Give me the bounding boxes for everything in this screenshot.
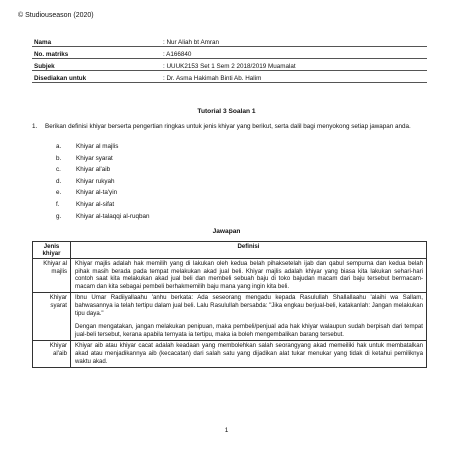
info-value: : A166840 bbox=[161, 47, 427, 59]
option-label: Khiyar syarat bbox=[76, 154, 113, 162]
student-info-table bbox=[32, 35, 427, 83]
option-label: Khiyar al-talaqqi al-ruqban bbox=[76, 212, 150, 220]
header-definisi: Definisi bbox=[71, 242, 427, 259]
term-cell: Khiyar al'aib bbox=[33, 341, 71, 368]
info-row-disediakan bbox=[32, 71, 427, 83]
info-label: Subjek bbox=[32, 59, 161, 71]
page-number: 1 bbox=[224, 427, 229, 434]
answer-table bbox=[32, 241, 427, 368]
definition-paragraph: Khiyar majlis adalah hak memilih yang di lakukan oleh kedua belah pihaksetelah ijab dan qabul sempurna dan kedua belah pihak masih berada pada tempat melakukan akad jual beli. Khiyar majlis adalah khiyar yang biasa kita lakukan sehari-hari contoh saat kita melakukan akad jual beli dan membeli sebuah baju di toko bajudan macam dari baju tersebut bermacam-macam dan kita sebagai pembeli berhakmemilih baju mana yang ingin kita beli. bbox=[75, 260, 423, 290]
option-letter: a. bbox=[56, 143, 62, 150]
option-letter: b. bbox=[56, 154, 62, 162]
info-value: : Dr. Asma Hakimah Binti Ab. Halim bbox=[161, 71, 427, 83]
option-label: Khiyar al majlis bbox=[76, 143, 119, 150]
question-number: 1. bbox=[32, 123, 38, 130]
table-row bbox=[33, 341, 427, 368]
option-label: Khiyar rukyah bbox=[76, 177, 115, 185]
option-letter: g. bbox=[56, 212, 62, 220]
info-value: : UUUK2153 Set 1 Sem 2 2018/2019 Muamalat bbox=[161, 59, 427, 71]
table-row bbox=[33, 293, 427, 341]
definition-cell bbox=[71, 341, 427, 368]
header-jenis-khiyar: Jenis khiyar bbox=[33, 242, 71, 259]
info-row-matriks bbox=[32, 47, 427, 59]
info-label: Nama bbox=[32, 35, 161, 47]
tutorial-title: Tutorial 3 Soalan 1 bbox=[197, 108, 256, 115]
info-row-nama bbox=[32, 35, 427, 47]
answer-title: Jawapan bbox=[212, 228, 241, 235]
definition-paragraph: Khiyar aib atau khiyar cacat adalah keadaan yang membolehkan salah seorangyang akad memeiliki hak untuk membatalkan akad atau menjadikannya aib (kecacatan) dari salah satu yang dijadikan alat tukar menukar yang tidak di ketahui pemiliknya waktu akad. bbox=[75, 342, 423, 365]
definition-paragraph: Dengan mengatakan, jangan melakukan penipuan, maka pembeli/penjual ada hak khiyar walaupun sudah berpisah dari tempat jual-beli tersebut, kerana apabila ternyata ia tertipu, maka ia boleh mengembalikan barang tersebut. bbox=[75, 323, 423, 338]
answer-header-row bbox=[33, 242, 427, 259]
info-value: : Nur Aliah bt Amran bbox=[161, 35, 427, 47]
definition-paragraph: Ibnu Umar Radiiyallaahu 'anhu berkata: Ada seseorang mengadu kepada Rasulullah Shallallaahu 'alaihi wa Sallam, bahwasannya ia telah tertipu dalam jual beli. Lalu Rasulullah bersabda: "Jika engkau berjual-beli, katakanlah: Jangan melakukan tipu daya." bbox=[75, 294, 423, 317]
question-block bbox=[32, 123, 427, 131]
definition-cell bbox=[71, 293, 427, 341]
option-letter: f. bbox=[56, 200, 60, 208]
option-label: Khiyar al-ta'yin bbox=[76, 189, 118, 197]
table-row bbox=[33, 259, 427, 293]
term-cell: Khiyar al majlis bbox=[33, 259, 71, 293]
question-text: Berikan definisi khiyar berserta pengertian ringkas untuk jenis khiyar yang berikut, serta dalil bagi menyokong setiap jawapan anda. bbox=[45, 123, 411, 130]
info-label: Disediakan untuk bbox=[32, 71, 161, 83]
option-letter: d. bbox=[56, 177, 62, 185]
option-label: Khiyar al'aib bbox=[76, 166, 111, 174]
option-label: Khiyar al-sifat bbox=[76, 200, 115, 208]
definition-cell bbox=[71, 259, 427, 293]
term-cell: Khiyar syarat bbox=[33, 293, 71, 341]
copyright-notice: © Studiouseason (2020) bbox=[18, 12, 94, 19]
option-letter: e. bbox=[56, 189, 62, 197]
info-label: No. matriks bbox=[32, 47, 161, 59]
info-row-subjek bbox=[32, 59, 427, 71]
option-letter: c. bbox=[56, 166, 61, 174]
